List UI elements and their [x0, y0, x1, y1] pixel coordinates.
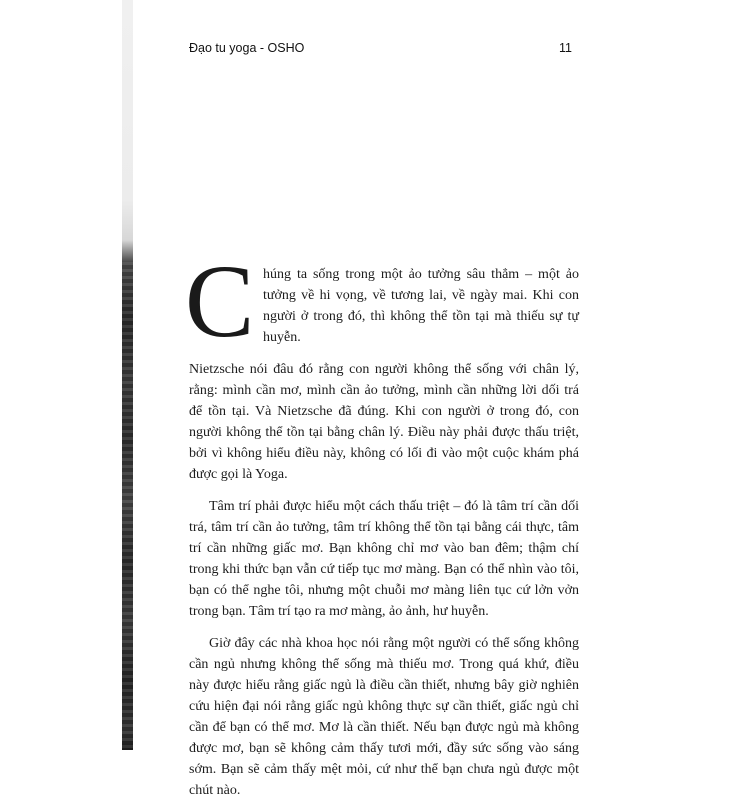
paragraph-2: Nietzsche nói đâu đó rằng con người không thể sống với chân lý, rằng: mình cần mơ, mình cần ảo tưởng, mình cần những lời dối trá để tồn tại. Và Nietzsche đã đúng. Khi con người ở trong đó, con người không thể tồn tại bằng chân lý. Điều này phải được thấu triệt, bởi vì không hiểu điều này, không có lối đi vào một cuộc khám phá được gọi là Yoga. [189, 362, 579, 482]
drop-cap-letter: C [185, 244, 255, 359]
paragraph-1-text: húng ta sống trong một ảo tưởng sâu thẳm – một ảo tưởng về hi vọng, về tương lai, về ngày mai. Khi con người ở trong đó, thì không thể tồn tại mà thiếu sự tự huyễn. [263, 267, 579, 345]
paragraph-4: Giờ đây các nhà khoa học nói rằng một người có thể sống không cần ngủ nhưng không thể sống mà thiếu mơ. Trong quá khứ, điều này được hiểu rằng giấc ngủ là điều cần thiết, nhưng bây giờ nghiên cứu hiện đại nói rằng giấc ngủ không thực sự cần thiết, giấc ngủ chỉ cần để bạn có thể mơ. Mơ là cần thiết. Nếu bạn được ngủ mà không được mơ, bạn sẽ không cảm thấy tươi mới, đầy sức sống vào sáng sớm. Bạn sẽ cảm thấy mệt mỏi, cứ như thể bạn chưa ngủ được một chút nào. [189, 636, 579, 798]
book-title: Đạo tu yoga - OSHO [189, 41, 305, 55]
running-header [189, 41, 572, 59]
paragraph-3: Tâm trí phải được hiểu một cách thấu triệt – đó là tâm trí cần dối trá, tâm trí cần ảo tưởng, tâm trí không thể tồn tại bằng cái thực, tâm trí cần những giấc mơ. Bạn không chỉ mơ vào ban đêm; thậm chí trong khi thức bạn vẫn cứ tiếp tục mơ màng. Bạn có thể nhìn vào tôi, bạn có thể nghe tôi, nhưng một chuỗi mơ màng liên tục cứ lởn vởn trong bạn. Tâm trí tạo ra mơ màng, ảo ảnh, hư huyễn. [189, 499, 579, 619]
paragraph-1 [185, 244, 579, 359]
page-number: 11 [559, 41, 572, 55]
cover-photo-strip [122, 0, 133, 750]
chapter-text [185, 244, 579, 801]
